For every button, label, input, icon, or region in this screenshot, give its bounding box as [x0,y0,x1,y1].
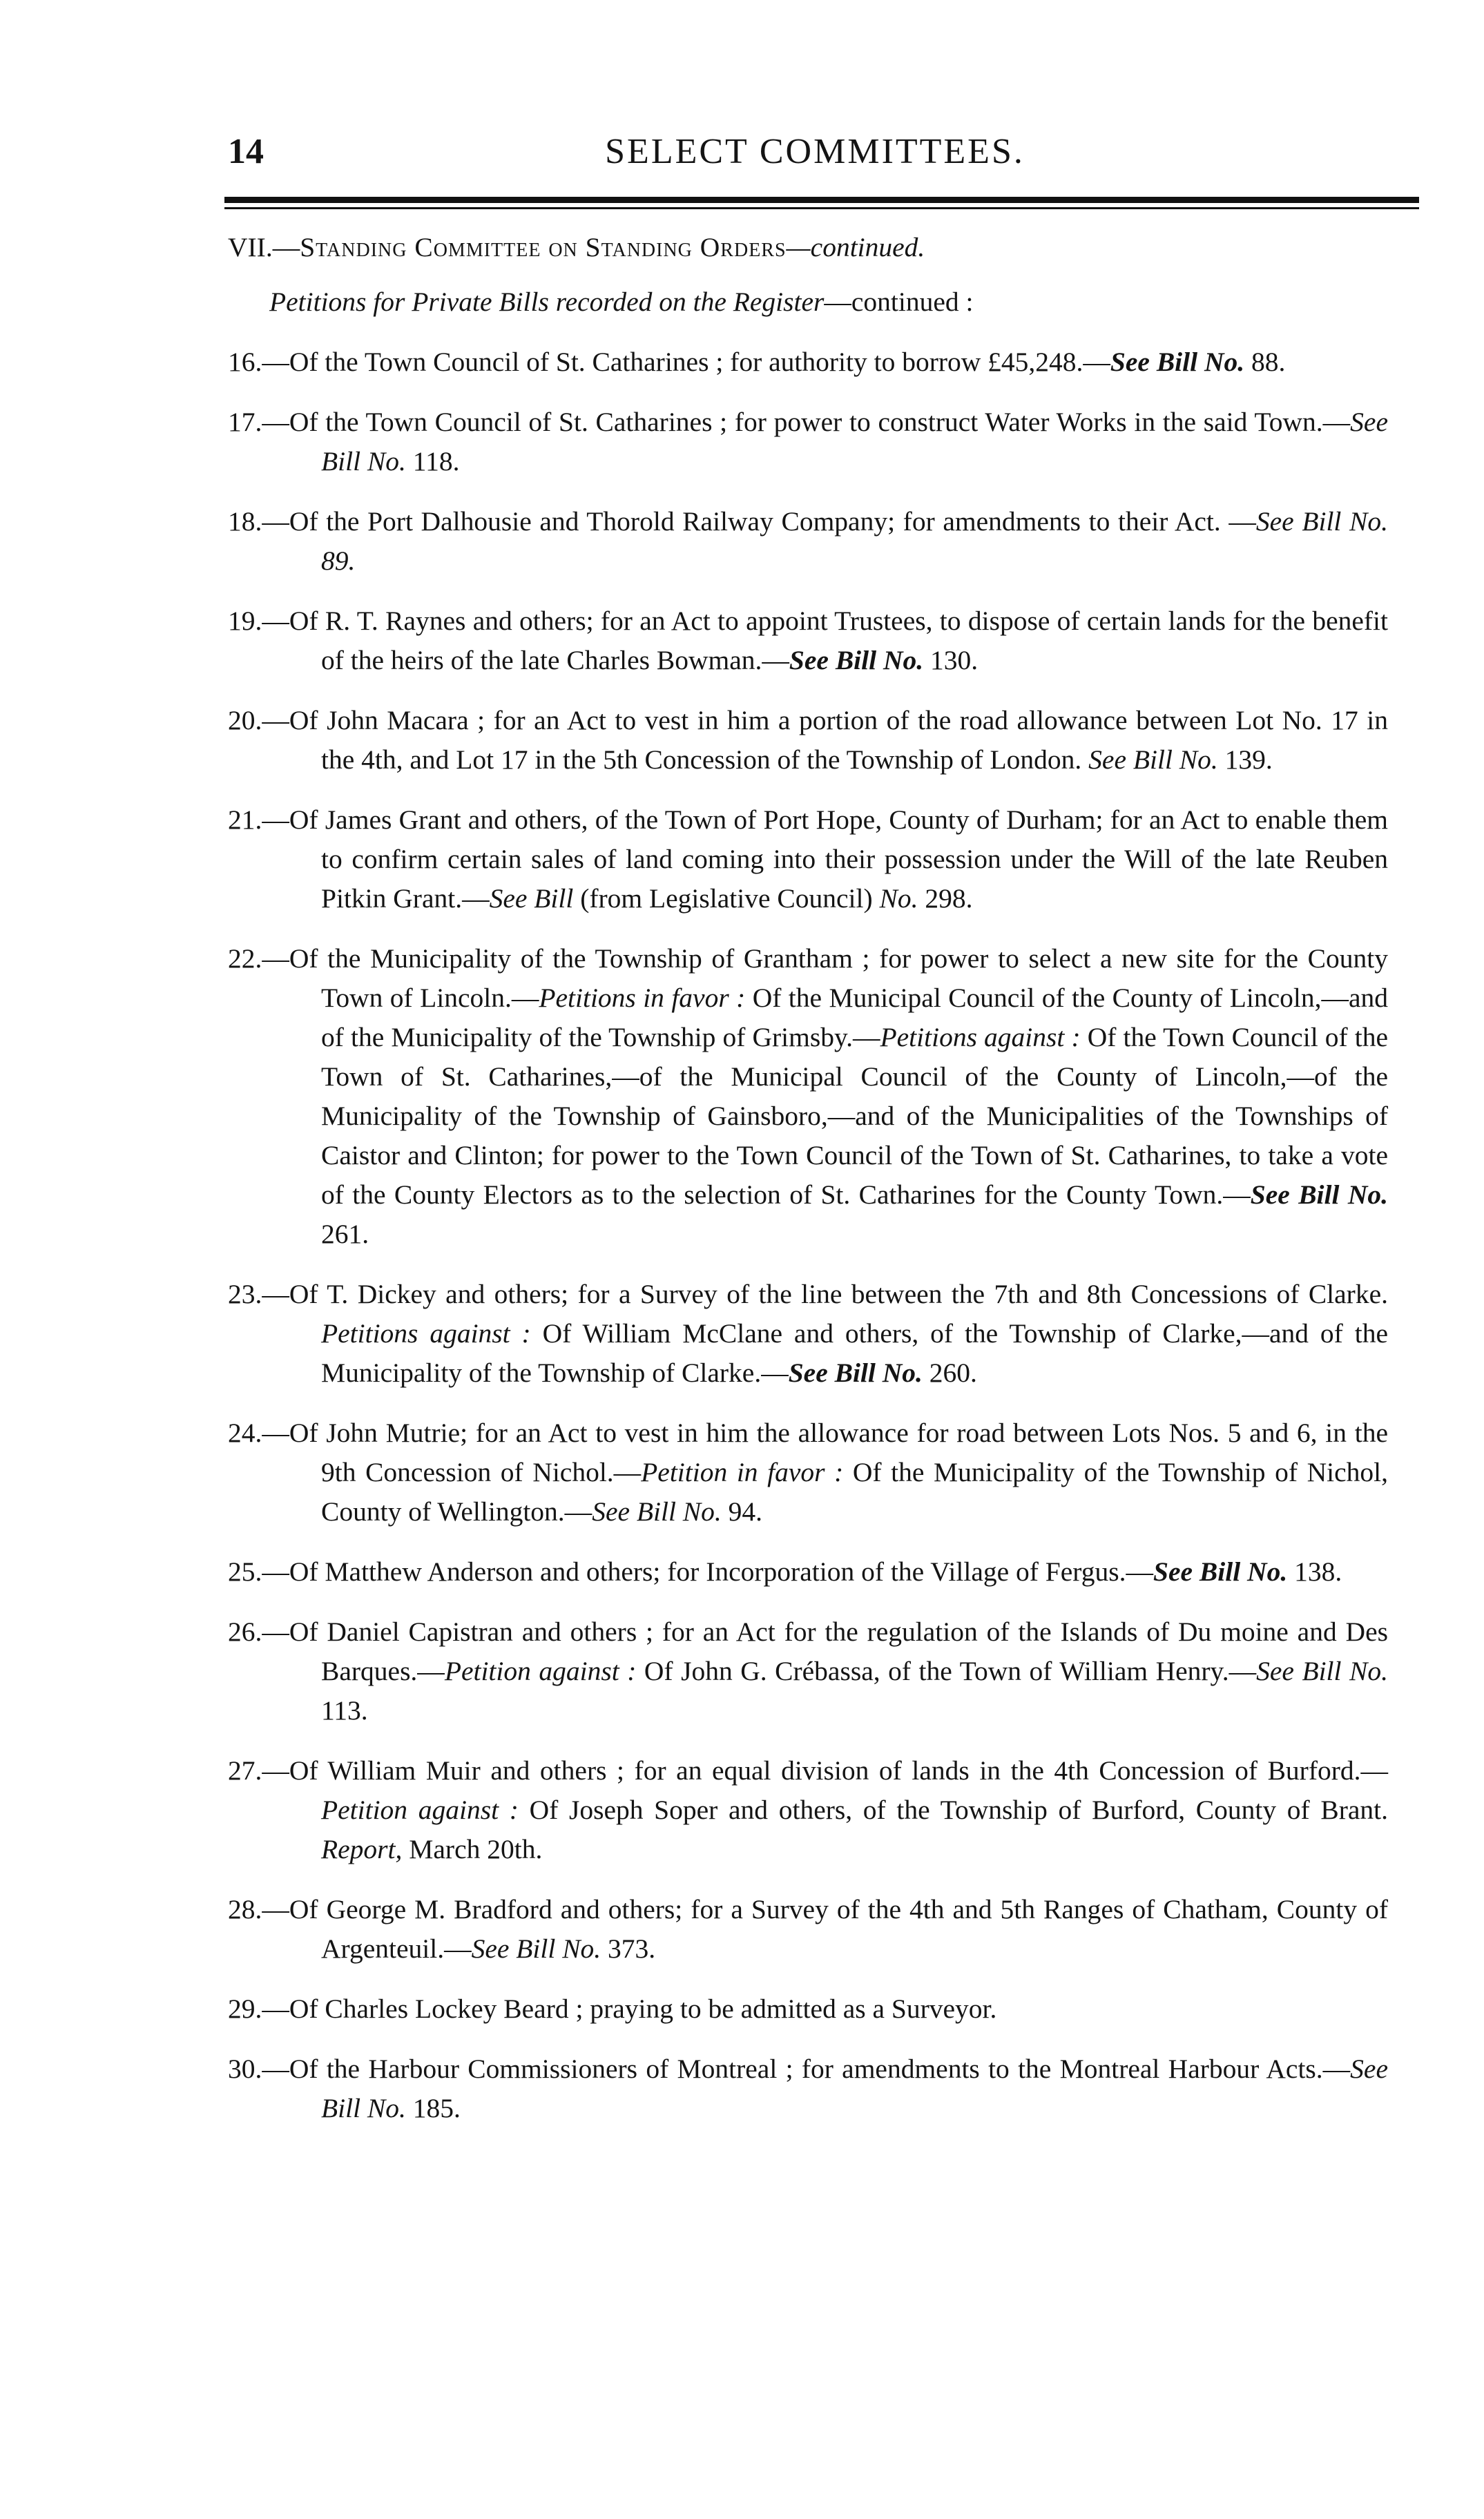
petition-entries [228,342,1388,2128]
entry-text-run: See Bill No. [1250,1179,1388,1210]
entry-text-run: 21.—Of James Grant and others, of the Town of Port Hope, County of Durham; for an Act to enable them to confirm certain sales of land coming into their possession under the Will of the late Reuben Pitkin Grant.— [228,804,1388,914]
entry-text-run: 22.—Of the Municipality of the Township of Grantham ; for power to select a new site for the County Town of Lincoln.— [228,943,1388,1013]
entry-text-run: See Bill No. 89. [321,506,1388,576]
entry-text-run: See Bill No. [321,2054,1388,2123]
entry-text-run: 298. [918,883,973,914]
entry-text-run: 16.—Of the Town Council of St. Catharines ; for authority to borrow £45,248.— [228,347,1110,377]
petition-entry [228,2049,1388,2128]
petition-entry [228,601,1388,680]
entry-text-run: See Bill No. [592,1496,722,1527]
entry-text-run: 18.—Of the Port Dalhousie and Thorold Railway Company; for amendments to their Act. — [228,506,1256,537]
petition-entry [228,1552,1388,1592]
petition-entry [228,502,1388,581]
entry-text-run: 139. [1217,744,1273,775]
entry-text-run: Petitions against : [321,1318,531,1349]
section-heading [228,228,1388,267]
subheading-italic: Petitions for Private Bills recorded on the Register [269,287,825,317]
entry-text-run: Petitions against : [880,1022,1081,1052]
entry-text-run: 23.—Of T. Dickey and others; for a Survey of the line between the 7th and 8th Concessions of Clarke. [228,1279,1388,1309]
entry-text-run: Petitions in favor : [539,983,746,1013]
petition-entry [228,1612,1388,1730]
entry-text-run: 118. [405,446,460,476]
entry-text-run: Of Joseph Soper and others, of the Township of Burford, County of Brant. [518,1795,1388,1825]
entry-text-run: See Bill No. [1088,744,1218,775]
petition-entry [228,1890,1388,1969]
entry-text-run: 373. [601,1933,656,1964]
entry-text-run: Of John G. Crébassa, of the Town of William Henry.— [636,1656,1257,1686]
entry-text-run: See Bill [489,883,574,914]
petition-entry [228,939,1388,1254]
entry-text-run: (from Legislative Council) [573,883,880,914]
page-header [228,124,1402,186]
entry-text-run: See Bill No. [321,407,1388,476]
entry-text-run: No. [879,883,918,914]
entry-text-run: Petition against : [321,1795,519,1825]
entry-text-run: 27.—Of William Muir and others ; for an equal division of lands in the 4th Concession of Burford.— [228,1755,1388,1786]
entry-text-run: 113. [321,1695,368,1726]
petition-entry [228,1275,1388,1393]
petition-entry [228,800,1388,918]
petition-entry [228,342,1388,382]
entry-text-run: 130. [923,645,979,675]
section-heading-caps: Standing Committee on Standing Orders [300,232,787,262]
entry-text-run: March 20th. [402,1834,543,1864]
entry-text-run: 88. [1244,347,1286,377]
entry-text-run: See Bill No. [1256,1656,1388,1686]
entry-text-run: 185. [405,2093,461,2123]
running-title: SELECT COMMITTEES. [605,132,1025,171]
subheading-rest: —continued : [824,287,974,317]
entry-text-run: 24.—Of John Mutrie; for an Act to vest in him the allowance for road between Lots Nos. 5 and 6, in the 9th Concession of Nichol.— [228,1418,1388,1487]
entry-text-run: 19.—Of R. T. Raynes and others; for an Act to appoint Trustees, to dispose of certain lands for the benefit of the heirs of the late Charles Bowman.— [228,606,1388,675]
page-number: 14 [228,132,264,171]
entry-text-run: See Bill No. [1110,347,1245,377]
entry-text-run: Of William McClane and others, of the Township of Clarke,—and of the Municipality of the Township of Clarke.— [321,1318,1388,1388]
petition-entry [228,701,1388,780]
entry-text-run: 29.—Of Charles Lockey Beard ; praying to be admitted as a Surveyor. [228,1994,997,2024]
section-heading-suffix: —continued. [786,232,925,262]
petition-entry [228,1413,1388,1532]
entry-text-run: 260. [922,1358,977,1388]
page-body [228,228,1388,2149]
petition-entry [228,1989,1388,2029]
entry-text-run: 30.—Of the Harbour Commissioners of Montreal ; for amendments to the Montreal Harbour Acts.— [228,2054,1351,2084]
entry-text-run: Of the Municipal Council of the County of Lincoln,—and of the Municipality of the Township of Grimsby.— [321,983,1388,1052]
entry-text-run: 20.—Of John Macara ; for an Act to vest in him a portion of the road allowance between Lot No. 17 in the 4th, and Lot 17 in the 5th Concession of the Township of London. [228,705,1388,775]
entry-text-run: Report, [321,1834,403,1864]
section-subheading [269,282,1388,322]
header-rule-thin [224,207,1419,209]
entry-text-run: See Bill No. [1153,1556,1288,1587]
entry-text-run: Petition in favor : [641,1457,844,1487]
entry-text-run: 17.—Of the Town Council of St. Catharines ; for power to construct Water Works in the said Town.— [228,407,1351,437]
entry-text-run: See Bill No. [789,645,924,675]
entry-text-run: 138. [1287,1556,1342,1587]
entry-text-run: Petition against : [444,1656,637,1686]
entry-text-run: See Bill No. [788,1358,923,1388]
entry-text-run: 26.—Of Daniel Capistran and others ; for an Act for the regulation of the Islands of Du moine and Des Barques.— [228,1616,1388,1686]
entry-text-run: See Bill No. [471,1933,601,1964]
entry-text-run: 261. [321,1219,369,1249]
entry-text-run: 25.—Of Matthew Anderson and others; for Incorporation of the Village of Fergus.— [228,1556,1153,1587]
header-rule-thick [224,197,1419,203]
entry-text-run: Of the Town Council of the Town of St. Catharines,—of the Municipal Council of the County of Lincoln,—of the Municipality of the Township of Gainsboro,—and of the Municipalities of the Townships of Caistor and Clinton; for power to the Town Council of the Town of St. Catharines, to take a vote of the County Electors as to the selection of St. Catharines for the County Town.— [321,1022,1389,1210]
petition-entry [228,403,1388,481]
petition-entry [228,1751,1388,1869]
entry-text-run: Of the Municipality of the Township of Nichol, County of Wellington.— [321,1457,1388,1527]
section-heading-prefix: VII.— [228,232,300,262]
entry-text-run: 94. [721,1496,763,1527]
entry-text-run: 28.—Of George M. Bradford and others; for a Survey of the 4th and 5th Ranges of Chatham, County of Argenteuil.— [228,1894,1388,1964]
